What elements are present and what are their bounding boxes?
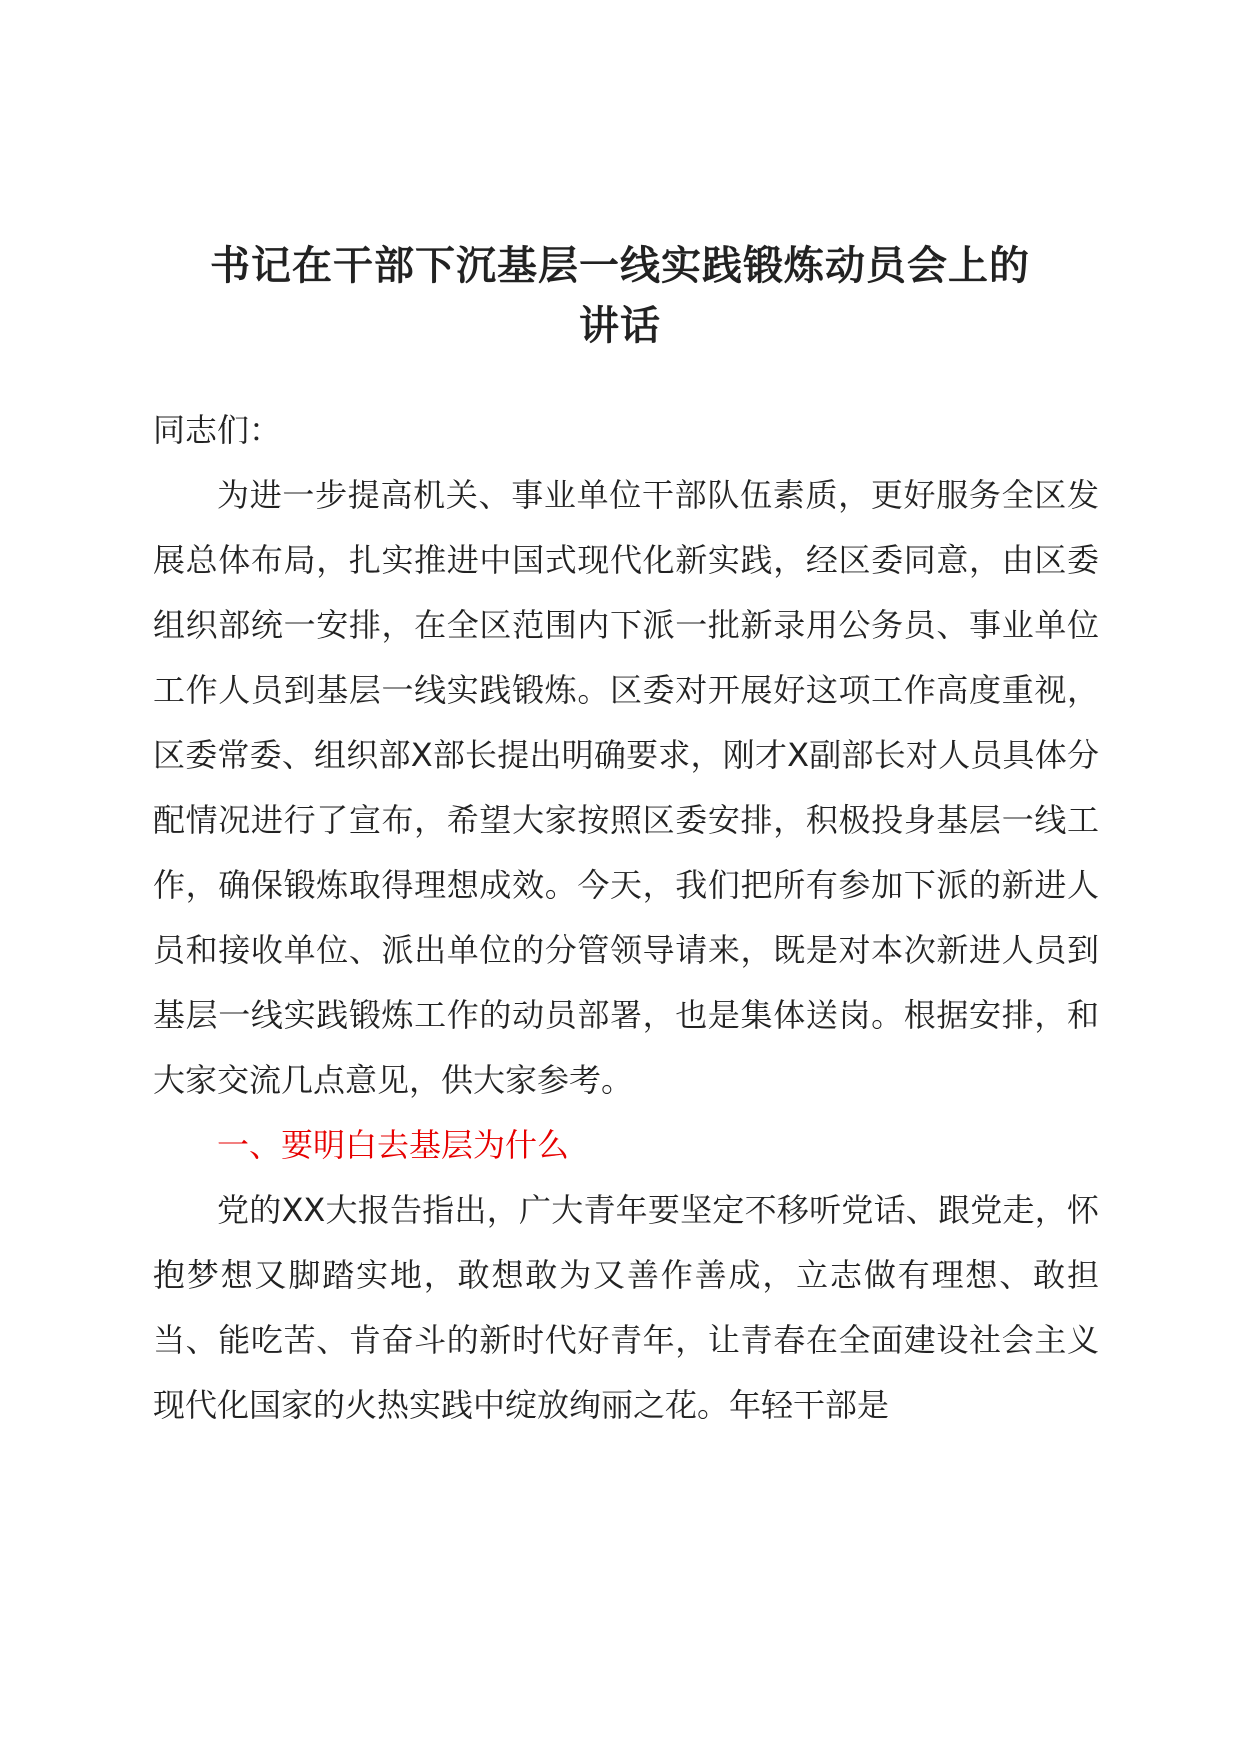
section-1-heading: 一、要明白去基层为什么 <box>217 1126 570 1164</box>
document-title <box>140 236 1100 356</box>
salutation: 同志们： <box>153 411 282 449</box>
paragraph-1: 为进一步提高机关、事业单位干部队伍素质，更好服务全区发展总体布局，扎实推进中国式现代化新实践，经区委同意，由区委组织部统一安排，在全区范围内下派一批新录用公务员、事业单位工作人员到基层一线实践锻炼。区委对开展好这项工作高度重视，区委常委、组织部X部长提出明确要求，刚才X副部长对人员具体分配情况进行了宣布，希望大家按照区委安排，积极投身基层一线工作，确保锻炼取得理想成效。今天，我们把所有参加下派的新进人员和接收单位、派出单位的分管领导请来，既是对本次新进人员到基层一线实践锻炼工作的动员部署，也是集体送岗。根据安排，和大家交流几点意见，供大家参考。 <box>153 476 1099 1099</box>
title-line-2: 讲话 <box>579 303 661 349</box>
document-body <box>153 398 1099 1438</box>
title-line-1: 书记在干部下沉基层一线实践锻炼动员会上的 <box>210 243 1030 289</box>
paragraph-2: 党的XX大报告指出，广大青年要坚定不移听党话、跟党走，怀抱梦想又脚踏实地，敢想敢为又善作善成，立志做有理想、敢担当、能吃苦、肯奋斗的新时代好青年，让青春在全面建设社会主义现代化国家的火热实践中绽放绚丽之花。年轻干部是 <box>153 1191 1099 1424</box>
